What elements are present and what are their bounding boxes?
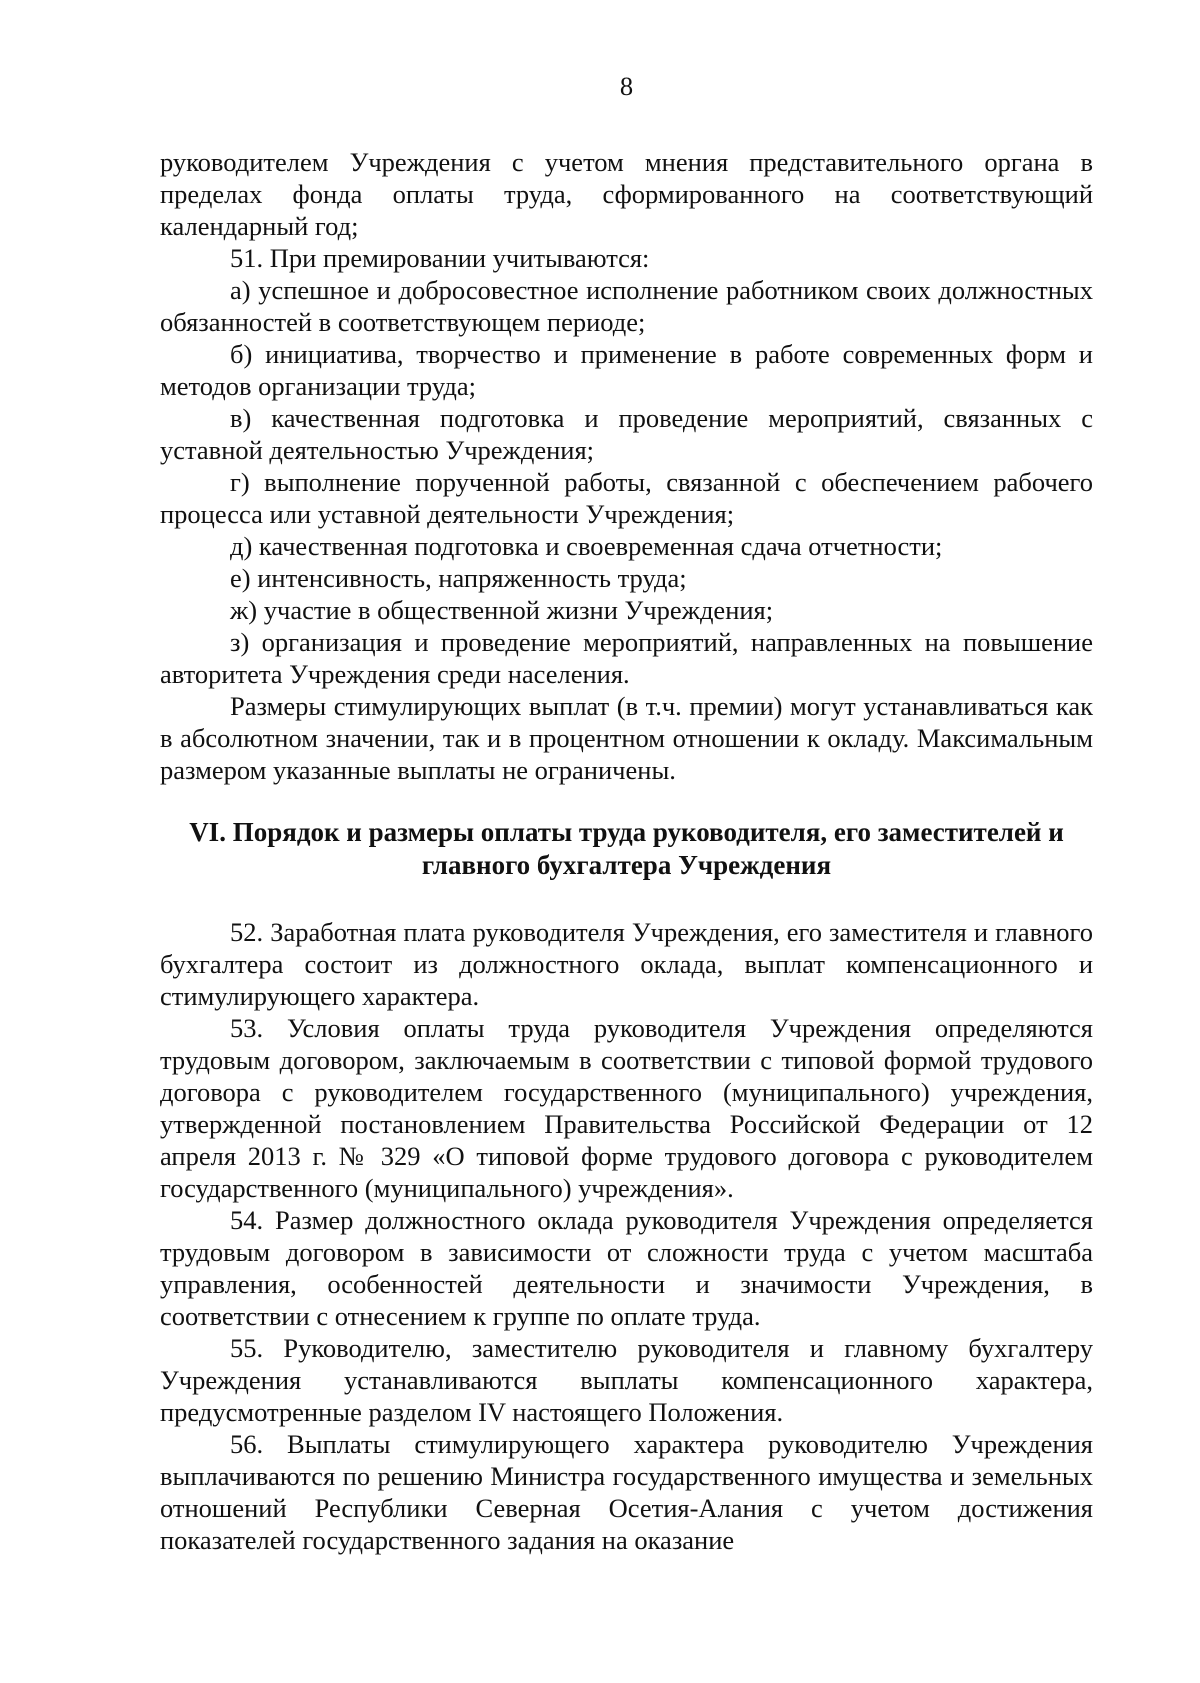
list-item-z: з) организация и проведение мероприятий, направленных на повышение авторитета Учреждения среди населения.	[160, 627, 1093, 689]
paragraph-55: 55. Руководителю, заместителю руководителя и главному бухгалтеру Учреждения устанавливаются выплаты компенсационного характера, предусмотренные разделом IV настоящего Положения.	[160, 1333, 1093, 1427]
list-item-v: в) качественная подготовка и проведение мероприятий, связанных с уставной деятельностью Учреждения;	[160, 403, 1093, 465]
document-page	[160, 70, 1093, 1556]
page-number: 8	[619, 71, 634, 101]
list-item-d: д) качественная подготовка и своевременная сдача отчетности;	[230, 531, 943, 561]
paragraph-continuation: руководителем Учреждения с учетом мнения представительного органа в пределах фонда оплаты труда, сформированного на соответствующий календарный год;	[160, 147, 1093, 241]
list-item-b: б) инициатива, творчество и применение в работе современных форм и методов организации труда;	[160, 339, 1093, 401]
paragraph-51: 51. При премировании учитываются:	[230, 243, 650, 273]
list-item-a: а) успешное и добросовестное исполнение работником своих должностных обязанностей в соответствующем периоде;	[160, 275, 1093, 337]
paragraph-52: 52. Заработная плата руководителя Учреждения, его заместителя и главного бухгалтера состоит из должностного оклада, выплат компенсационного и стимулирующего характера.	[160, 917, 1093, 1011]
paragraph-54: 54. Размер должностного оклада руководителя Учреждения определяется трудовым договором в зависимости от сложности труда с учетом масштаба управления, особенностей деятельности и значимости Учреждения, в соответствии с отнесением к группе по оплате труда.	[160, 1205, 1093, 1331]
paragraph-stimulus-sizes: Размеры стимулирующих выплат (в т.ч. премии) могут устанавливаться как в абсолютном значении, так и в процентном отношении к окладу. Максимальным размером указанные выплаты не ограничены.	[160, 691, 1093, 785]
list-item-e: е) интенсивность, напряженность труда;	[230, 563, 687, 593]
section-heading-line-1: VI. Порядок и размеры оплаты труда руководителя, его заместителей и	[189, 817, 1064, 847]
paragraph-53: 53. Условия оплаты труда руководителя Учреждения определяются трудовым договором, заключаемым в соответствии с типовой формой трудового договора с руководителем государственного (муниципального) учреждения, утвержденной постановлением Правительства Российской Федерации от 12 апреля 2013 г. № 329 «О типовой форме трудового договора с руководителем государственного (муниципального) учреждения».	[160, 1013, 1093, 1203]
list-item-zh: ж) участие в общественной жизни Учреждения;	[230, 595, 774, 625]
section-heading	[160, 816, 1093, 882]
paragraph-56: 56. Выплаты стимулирующего характера руководителю Учреждения выплачиваются по решению Министра государственного имущества и земельных отношений Республики Северная Осетия-Алания с учетом достижения показателей государственного задания на оказание	[160, 1429, 1093, 1555]
list-item-g: г) выполнение порученной работы, связанной с обеспечением рабочего процесса или уставной деятельности Учреждения;	[160, 467, 1093, 529]
section-heading-line-2: главного бухгалтера Учреждения	[421, 850, 832, 880]
